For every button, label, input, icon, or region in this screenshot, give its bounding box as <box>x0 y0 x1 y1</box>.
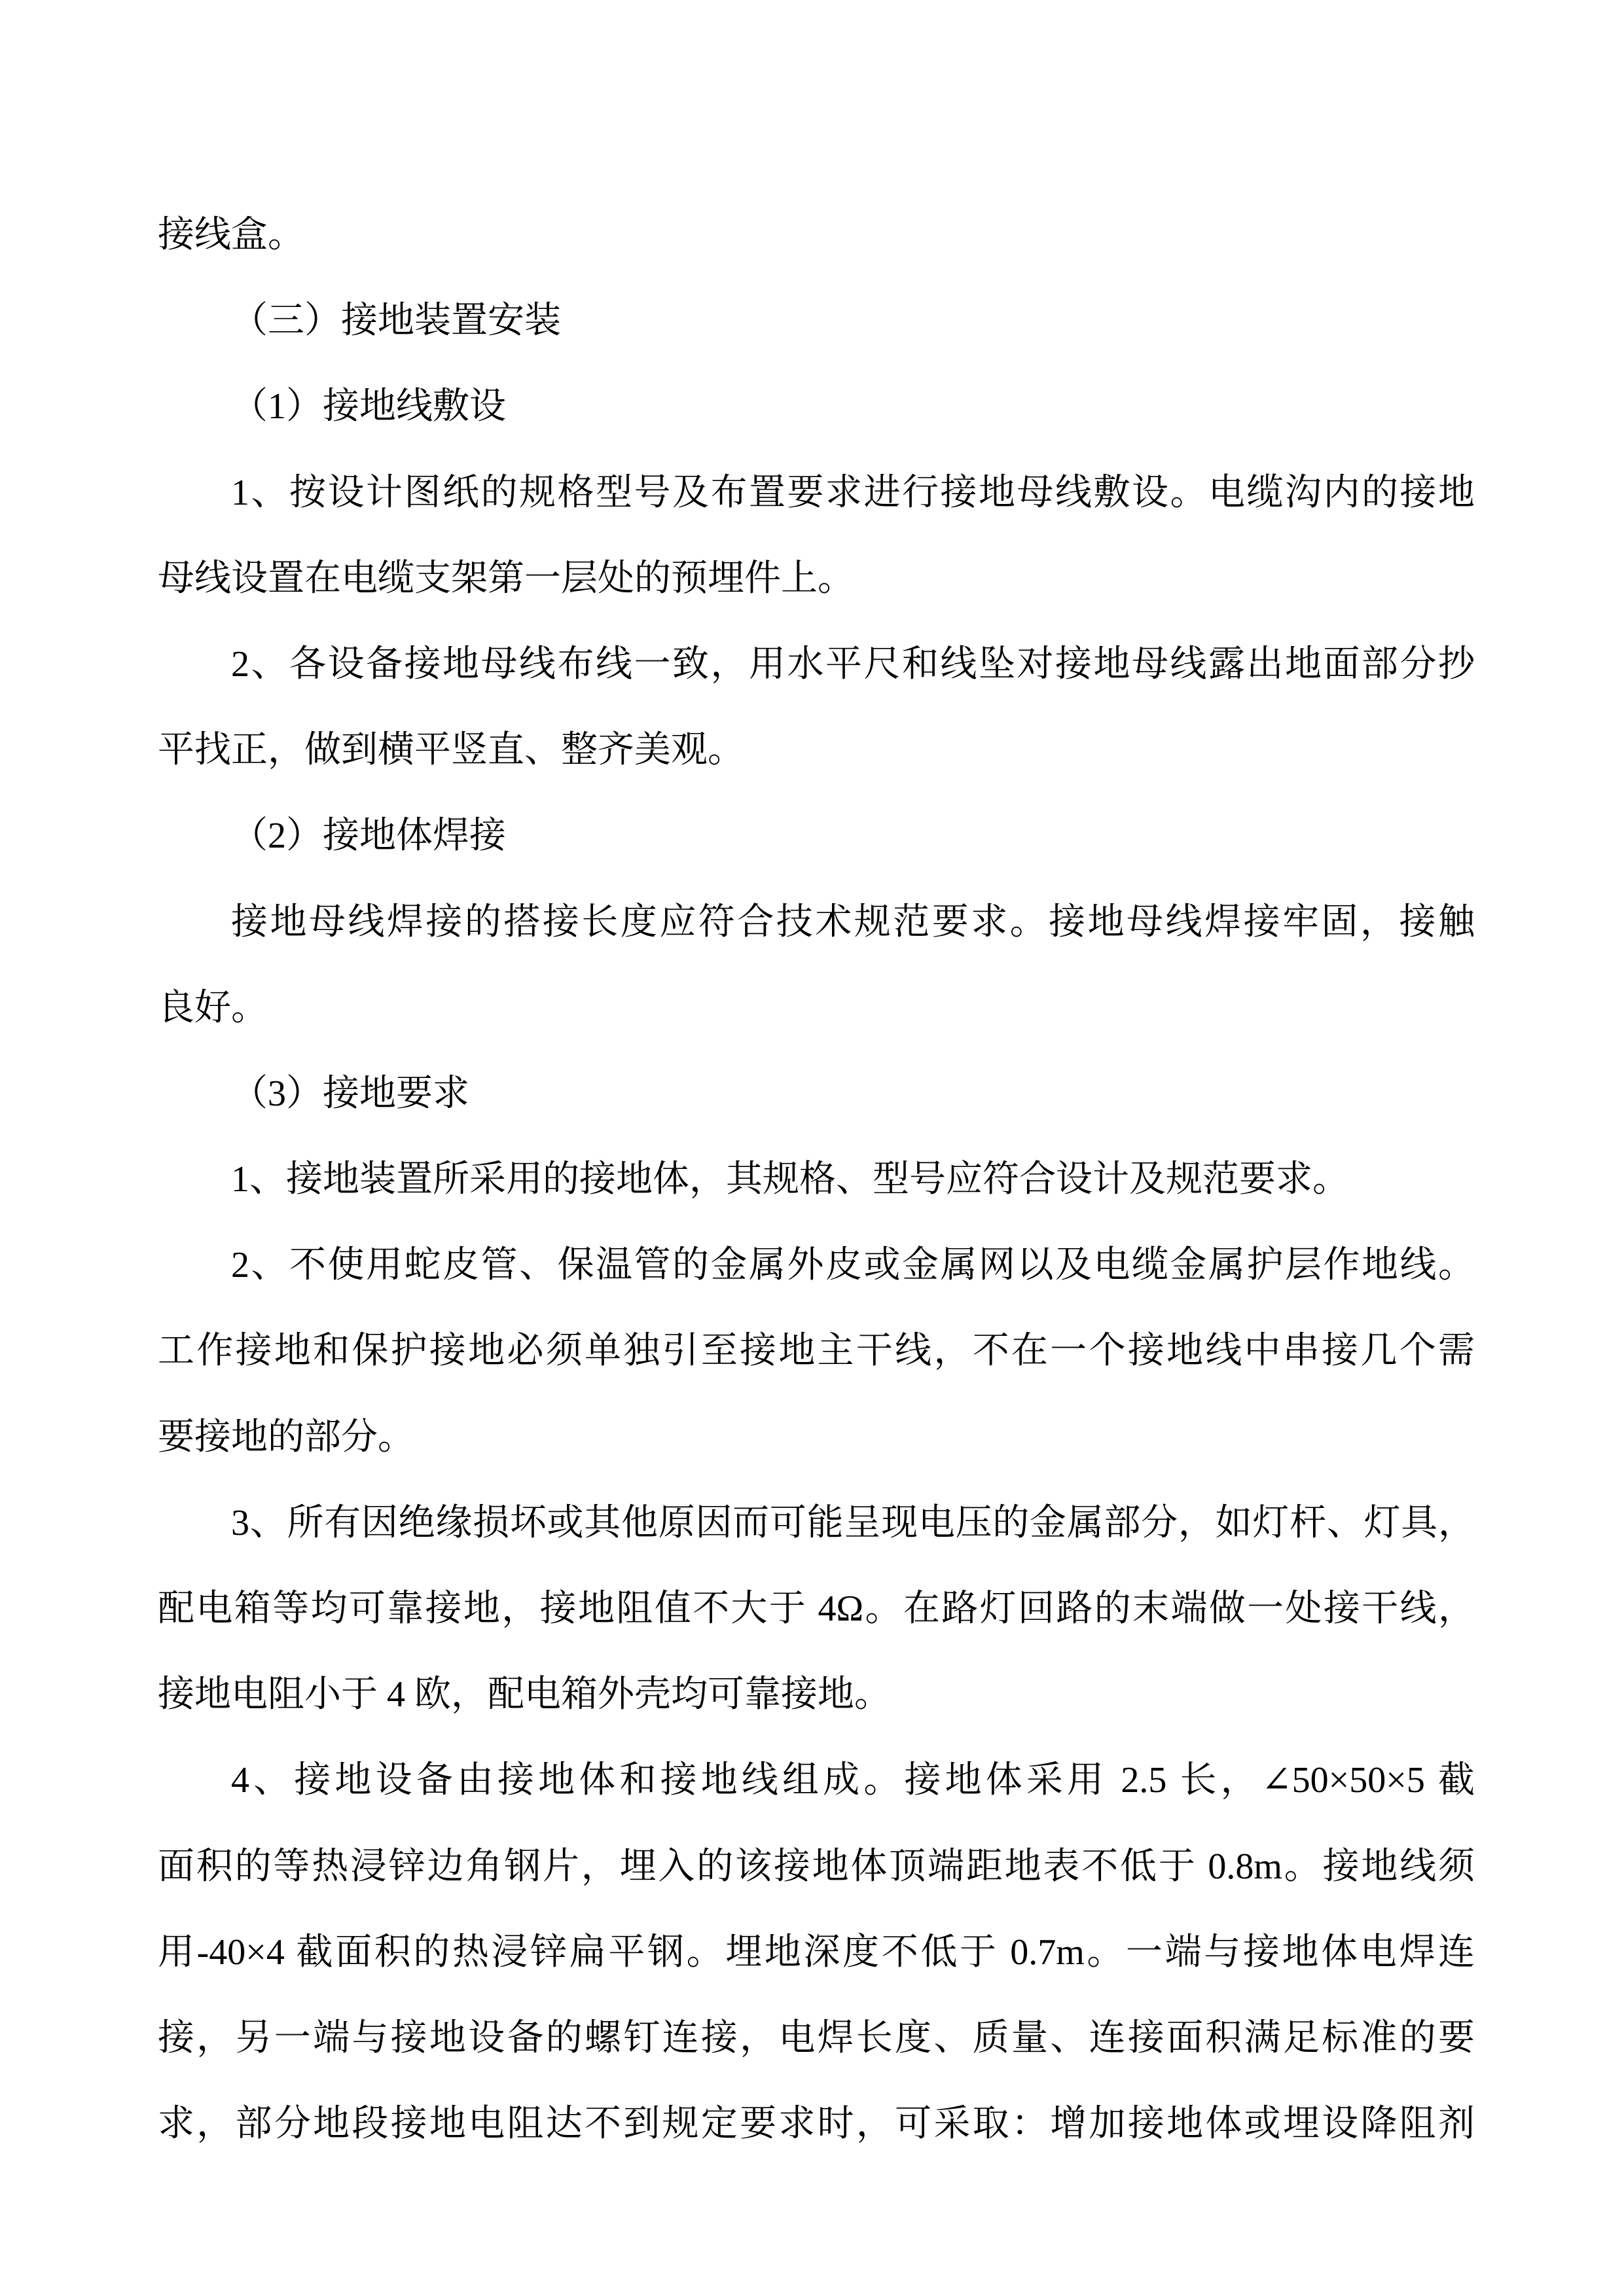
text-line: 接，另一端与接地设备的螺钉连接，电焊长度、质量、连接面积满足标准的要 <box>158 2017 1475 2058</box>
text-line: 求，部分地段接地电阻达不到规定要求时，可采取：增加接地体或埋设降阻剂 <box>158 2104 1475 2145</box>
text-line: 配电箱等均可靠接地，接地阻值不大于 4Ω。在路灯回路的末端做一处接干线， <box>158 1588 1475 1629</box>
text-line: 平找正，做到横平竖直、整齐美观。 <box>158 730 744 771</box>
text-line: 1、接地装置所采用的接地体，其规格、型号应符合设计及规范要求。 <box>231 1159 1349 1200</box>
text-line: 接线盒。 <box>158 215 304 255</box>
text-line: 良好。 <box>158 987 268 1028</box>
text-line: 4、接地设备由接地体和接地线组成。接地体采用 2.5 长，∠50×50×5 截 <box>231 1760 1475 1801</box>
text-line: 2、不使用蛇皮管、保温管的金属外皮或金属网以及电缆金属护层作地线。 <box>231 1245 1475 1286</box>
text-line: 面积的等热浸锌边角钢片，埋入的该接地体顶端距地表不低于 0.8m。接地线须 <box>158 1846 1475 1887</box>
text-line: 用-40×4 截面积的热浸锌扁平钢。埋地深度不低于 0.7m。一端与接地体电焊连 <box>158 1931 1475 1973</box>
text-line: 要接地的部分。 <box>158 1416 414 1458</box>
section-heading: （三）接地装置安装 <box>231 300 561 342</box>
text-line: 3、所有因绝缘损坏或其他原因而可能呈现电压的金属部分，如灯杆、灯具， <box>231 1502 1475 1543</box>
text-line: 工作接地和保护接地必须单独引至接地主干线，不在一个接地线中串接几个需 <box>158 1331 1475 1372</box>
text-line: 接地母线焊接的搭接长度应符合技术规范要求。接地母线焊接牢固，接触 <box>231 901 1475 942</box>
text-line: 接地电阻小于 4 欧，配电箱外壳均可靠接地。 <box>158 1674 891 1715</box>
text-line: 母线设置在电缆支架第一层处的预埋件上。 <box>158 558 854 599</box>
text-line: 2、各设备接地母线布线一致，用水平尺和线坠对接地母线露出地面部分抄 <box>231 643 1475 685</box>
subsection-heading: （2）接地体焊接 <box>231 816 506 857</box>
subsection-heading: （1）接地线敷设 <box>231 386 506 427</box>
body-text <box>158 192 1475 2167</box>
subsection-heading: （3）接地要求 <box>231 1073 469 1114</box>
text-line: 1、按设计图纸的规格型号及布置要求进行接地母线敷设。电缆沟内的接地 <box>231 472 1475 513</box>
